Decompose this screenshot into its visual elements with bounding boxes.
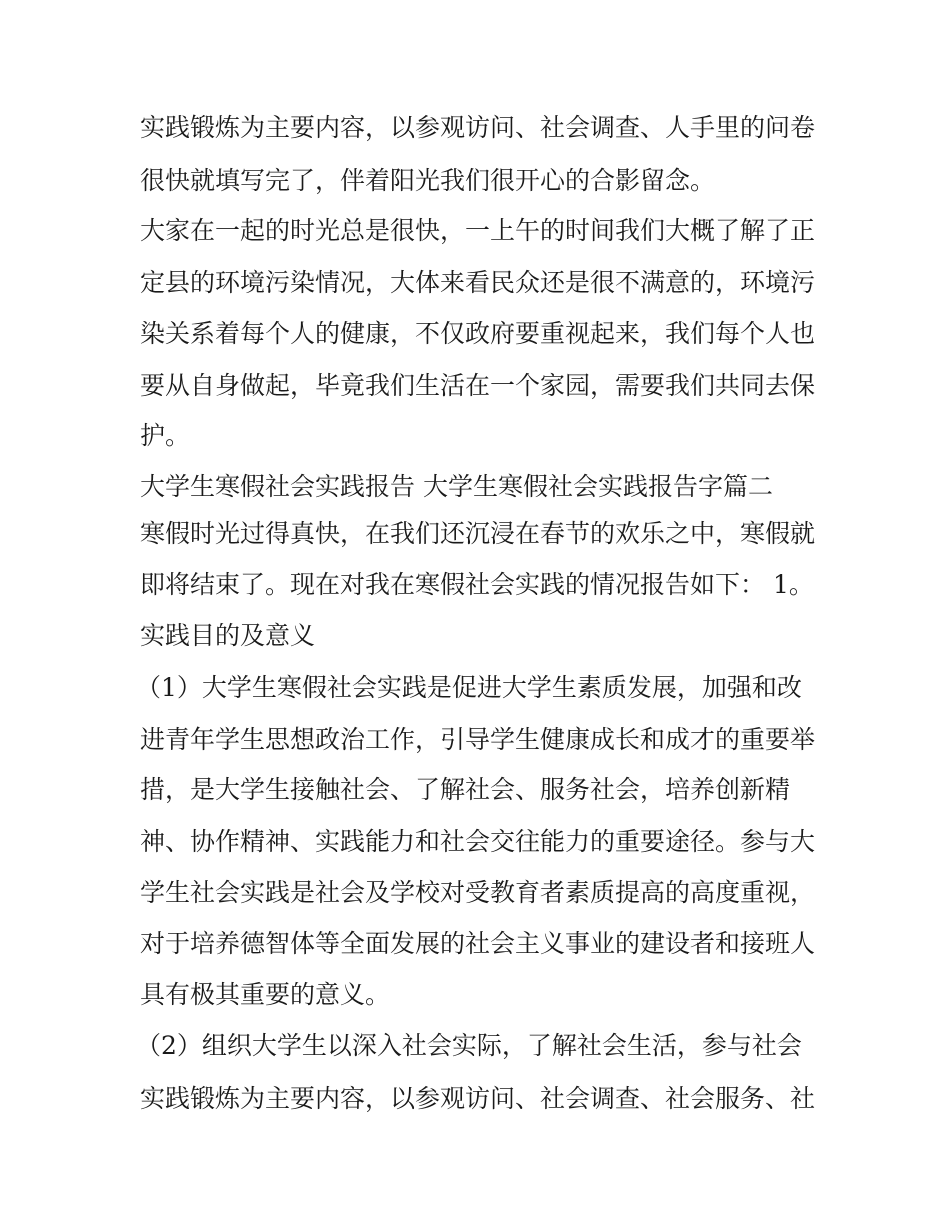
text-line: 寒假时光过得真快，在我们还沉浸在春节的欢乐之中，寒假就	[140, 519, 816, 548]
text-line: 措，是大学生接触社会、了解社会、服务社会，培养创新精	[140, 775, 791, 804]
text-line: 染关系着每个人的健康，不仅政府要重视起来，我们每个人也	[140, 319, 816, 348]
text-line: 大家在一起的时光总是很快，一上午的时间我们大概了解了正	[140, 216, 816, 245]
text-line: （2）组织大学生以深入社会实际，了解社会生活，参与社会	[136, 1031, 802, 1060]
text-line: 实践锻炼为主要内容，以参观访问、社会调查、人手里的问卷	[140, 113, 816, 142]
section-heading: 大学生寒假社会实践报告 大学生寒假社会实践报告字篇二	[140, 472, 773, 501]
text-line: 很快就填写完了，伴着阳光我们很开心的合影留念。	[140, 166, 716, 195]
subsection-heading: 实践目的及意义	[140, 621, 316, 650]
text-line: 具有极其重要的意义。	[140, 980, 391, 1009]
text-line: 实践锻炼为主要内容，以参观访问、社会调查、社会服务、社	[140, 1084, 816, 1113]
text-line: 即将结束了。现在对我在寒假社会实践的情况报告如下： 1。	[140, 570, 814, 599]
text-line: 护。	[140, 421, 191, 450]
text-line: 要从自身做起，毕竟我们生活在一个家园，需要我们共同去保	[140, 371, 816, 400]
text-line: 定县的环境污染情况，大体来看民众还是很不满意的，环境污	[140, 268, 816, 297]
text-line: （1）大学生寒假社会实践是促进大学生素质发展，加强和改	[136, 673, 802, 702]
text-line: 进青年学生思想政治工作，引导学生健康成长和成才的重要举	[140, 725, 816, 754]
text-line: 学生社会实践是社会及学校对受教育者素质提高的高度重视，	[140, 878, 816, 907]
text-line: 神、协作精神、实践能力和社会交往能力的重要途径。参与大	[140, 827, 816, 856]
text-line: 对于培养德智体等全面发展的社会主义事业的建设者和接班人	[140, 929, 816, 958]
